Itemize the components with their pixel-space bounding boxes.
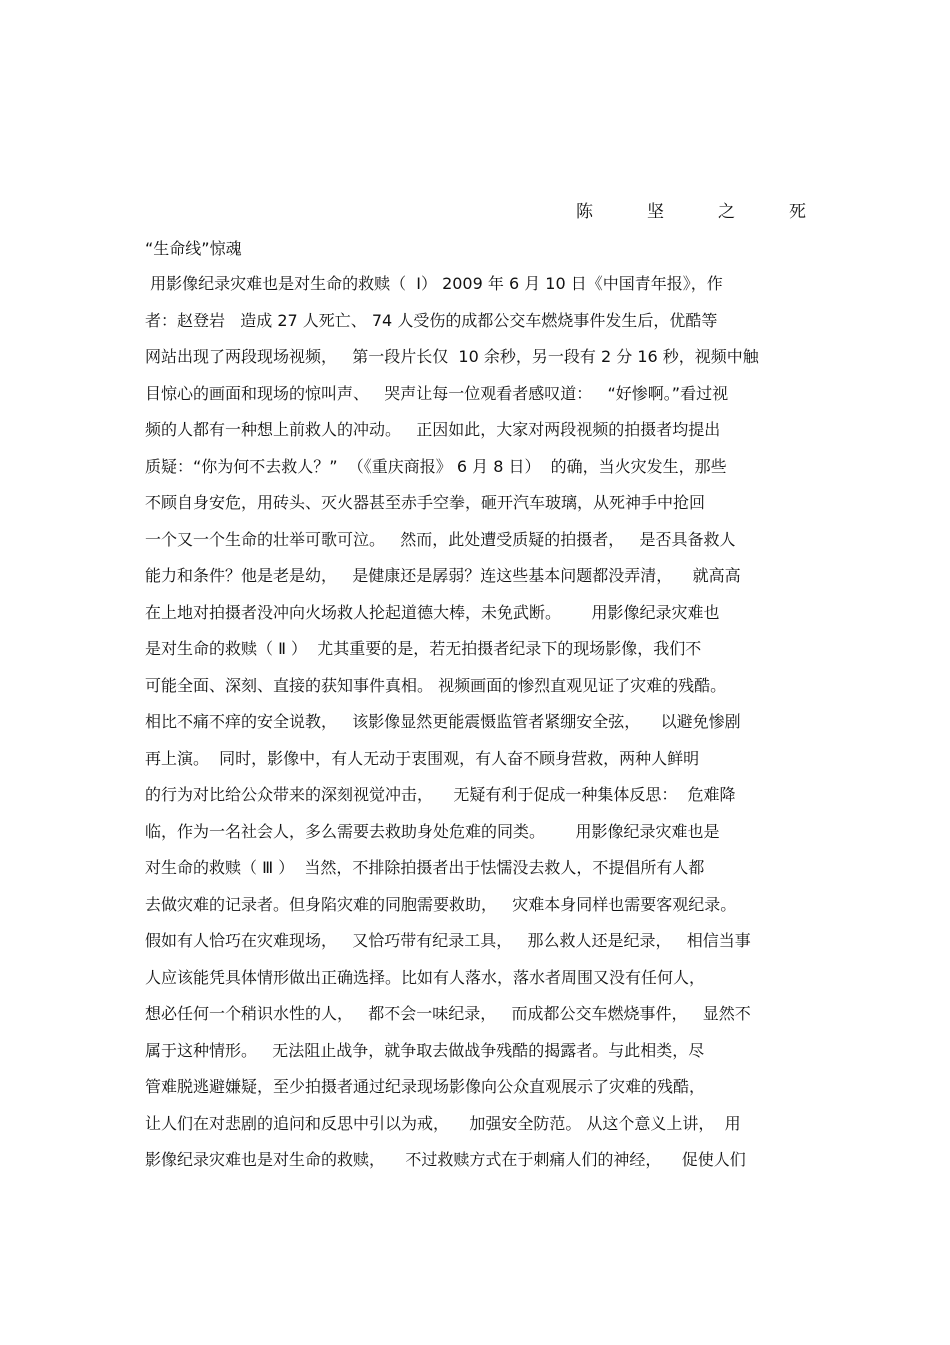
body-line: 属于这种情形。 无法阻止战争，就争取去做战争残酷的揭露者。与此相类，尽 [145,1041,705,1060]
body-line: 频的人都有一种想上前救人的冲动。 正因如此，大家对两段视频的拍摄者均提出 [145,420,721,439]
body-line: 用影像纪录灾难也是对生命的救赎（ Ⅰ） 2009 年 6 月 10 日《中国青年报》，作 [145,274,723,293]
section-heading: “生命线”惊魂 [145,239,242,258]
body-line: 去做灾难的记录者。但身陷灾难的同胞需要救助， 灾难本身同样也需要客观纪录。 [145,895,737,914]
body-line: 影像纪录灾难也是对生命的救赎， 不过救赎方式在于刺痛人们的神经， 促使人们 [145,1150,746,1169]
body-line: 管难脱逃避嫌疑，至少拍摄者通过纪录现场影像向公众直观展示了灾难的残酷， [145,1077,706,1096]
body-line: 想必任何一个稍识水性的人， 都不会一味纪录， 而成都公交车燃烧事件， 显然不 [145,1004,751,1023]
body-line: 可能全面、深刻、直接的获知事件真相。 视频画面的惨烈直观见证了灾难的残酷。 [145,676,727,695]
body-line: 能力和条件？他是老是幼， 是健康还是孱弱？连这些基本问题都没弄清， 就高高 [145,566,741,585]
title-char: 之 [718,202,735,222]
body-line: 假如有人恰巧在灾难现场， 又恰巧带有纪录工具， 那么救人还是纪录， 相信当事 [145,931,751,950]
body-line: 目惊心的画面和现场的惊叫声、 哭声让每一位观看者感叹道： “好惨啊。”看过视 [145,384,729,403]
body-line: 让人们在对悲剧的追问和反思中引以为戒， 加强安全防范。 从这个意义上讲， 用 [145,1114,741,1133]
body-line: 临，作为一名社会人，多么需要去救助身处危难的同类。 用影像纪录灾难也是 [145,822,720,841]
title-char: 陈 [576,202,593,222]
body-line: 质疑：“你为何不去救人？” （《重庆商报》 6 月 8 日） 的确，当火灾发生，那些 [145,457,727,476]
title-char: 死 [789,202,806,222]
title-char: 坚 [647,202,664,222]
body-line: 再上演。 同时，影像中，有人无动于衷围观，有人奋不顾身营救，两种人鲜明 [145,749,700,768]
body-line: 一个又一个生命的壮举可歌可泣。 然而，此处遭受质疑的拍摄者， 是否具备救人 [145,530,736,549]
body-line: 者：赵登岩 造成 27 人死亡、 74 人受伤的成都公交车燃烧事件发生后，优酷等 [145,311,718,330]
body-line: 是对生命的救赎（ Ⅱ ） 尤其重要的是，若无拍摄者纪录下的现场影像，我们不 [145,639,702,658]
body-line: 相比不痛不痒的安全说教， 该影像显然更能震慑监管者紧绷安全弦， 以避免惨剧 [145,712,741,731]
body-line: 对生命的救赎（ Ⅲ ） 当然，不排除拍摄者出于怯懦没去救人，不提倡所有人都 [145,858,705,877]
body-line: 的行为对比给公众带来的深刻视觉冲击， 无疑有利于促成一种集体反思： 危难降 [145,785,736,804]
body-line: 在上地对拍摄者没冲向火场救人抡起道德大棒，未免武断。 用影像纪录灾难也 [145,603,720,622]
body-line: 网站出现了两段现场视频， 第一段片长仅 10 余秒，另一段有 2 分 16 秒，视频中触 [145,347,759,366]
body-line: 人应该能凭具体情形做出正确选择。比如有人落水，落水者周围又没有任何人， [145,968,706,987]
body-line: 不顾自身安危，用砖头、灭火器甚至赤手空拳，砸开汽车玻璃，从死神手中抢回 [145,493,706,512]
